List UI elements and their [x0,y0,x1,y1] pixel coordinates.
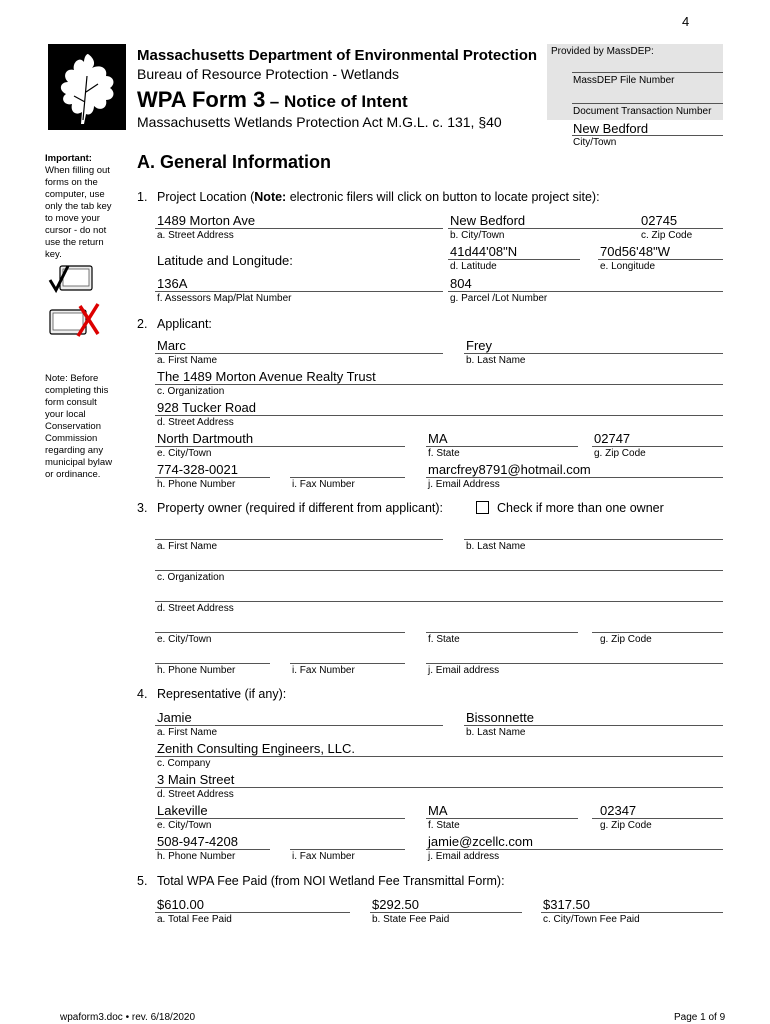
project-zip-value[interactable]: 02745 [641,213,678,228]
field-line [290,477,405,478]
rep-email-label: j. Email address [428,851,500,862]
footer-doc: wpaform3.doc • rev. 6/18/2020 [60,1012,196,1023]
field-line [370,912,522,913]
q3-number: 3. [137,501,148,515]
field-line [464,539,723,540]
important-title: Important: [45,153,92,164]
owner-org-label: c. Organization [157,572,225,583]
applicant-zip-value[interactable]: 02747 [594,431,631,446]
field-line [426,663,723,664]
rep-city-label: e. City/Town [157,820,212,831]
city-fee-label: c. City/Town Fee Paid [543,914,640,925]
page-number: 4 [682,14,690,29]
field-line [290,849,405,850]
rep-state-value[interactable]: MA [428,803,448,818]
transaction-label: Document Transaction Number [573,106,712,117]
field-line [448,291,723,292]
form-title [137,87,408,113]
owner-state-label: f. State [428,634,460,645]
tab-key-check-icon [48,264,96,296]
project-street-value[interactable]: 1489 Morton Ave [157,213,256,228]
applicant-first-value[interactable]: Marc [157,338,186,353]
section-a-title: A. General Information [137,152,332,172]
total-fee-value[interactable]: $610.00 [157,897,204,912]
q1-text-prefix: Project Location ( [157,190,255,204]
field-line [592,446,723,447]
q2-text: Applicant: [157,317,212,331]
rep-street-label: d. Street Address [157,789,234,800]
owner-first-label: a. First Name [157,541,218,552]
file-number-line [572,72,723,73]
applicant-phone-value[interactable]: 774-328-0021 [157,462,238,477]
field-line [426,632,578,633]
rep-zip-label: g. Zip Code [600,820,652,831]
latitude-label: d. Latitude [450,261,497,272]
q5-text: Total WPA Fee Paid (from NOI Wetland Fee Transmittal Form): [157,874,505,888]
field-line [155,725,443,726]
field-line [426,818,578,819]
applicant-zip-label: g. Zip Code [594,448,646,459]
q5-number: 5. [137,874,148,888]
field-line [155,353,443,354]
owner-zip-label: g. Zip Code [600,634,652,645]
applicant-state-label: f. State [428,448,460,459]
field-line [155,415,723,416]
applicant-org-value[interactable]: The 1489 Morton Avenue Realty Trust [157,369,376,384]
important-text: When filling out forms on the computer, use only the tab key to move your cursor - do not use the return key. [45,165,112,260]
applicant-street-value[interactable]: 928 Tucker Road [157,400,257,415]
form-title-sub: – Notice of Intent [269,92,408,111]
city-label: City/Town [573,137,617,148]
form-title-main: WPA Form 3 [137,87,266,112]
transaction-line [572,103,723,104]
owner-street-label: d. Street Address [157,603,234,614]
applicant-state-value[interactable]: MA [428,431,448,446]
rep-city-value[interactable]: Lakeville [157,803,208,818]
city-line [572,135,723,136]
field-line [592,818,723,819]
longitude-label: e. Longitude [600,261,656,272]
owner-last-label: b. Last Name [466,541,526,552]
project-city-label: b. City/Town [450,230,505,241]
rep-zip-value[interactable]: 02347 [600,803,637,818]
rep-company-label: c. Company [157,758,211,769]
applicant-last-value[interactable]: Frey [466,338,492,353]
field-line [592,632,723,633]
state-fee-label: b. State Fee Paid [372,914,450,925]
owner-email-label: j. Email address [428,665,500,676]
field-line [155,601,723,602]
applicant-city-value[interactable]: North Dartmouth [157,431,254,446]
bureau-name: Bureau of Resource Protection - Wetlands [137,66,399,82]
field-line [155,539,443,540]
applicant-first-label: a. First Name [157,355,218,366]
applicant-fax-label: i. Fax Number [292,479,355,490]
rep-email-value[interactable]: jamie@zcellc.com [428,834,533,849]
project-zip-label: c. Zip Code [641,230,693,241]
q2-number: 2. [137,317,148,331]
field-line [464,725,723,726]
oak-leaf-logo [48,44,126,130]
city-value[interactable]: New Bedford [573,121,649,136]
field-line [155,291,443,292]
field-line [448,228,723,229]
latlon-label: Latitude and Longitude: [157,253,293,268]
q1-note: Note: [254,190,287,204]
field-line [598,259,723,260]
q1-text-suffix: electronic filers will click on button to locate project site): [286,190,600,204]
applicant-email-label: j. Email Address [428,479,500,490]
q1-number: 1. [137,190,148,204]
multiple-owner-label: Check if more than one owner [497,501,664,515]
agency-name: Massachusetts Department of Environmental Protection [137,47,538,64]
provided-by-label: Provided by MassDEP: [551,46,654,57]
field-line [541,912,723,913]
field-line [155,384,723,385]
multiple-owner-checkbox[interactable] [476,501,489,514]
project-city-value[interactable]: New Bedford [450,213,526,228]
field-line [155,570,723,571]
field-line [155,446,405,447]
rep-phone-value[interactable]: 508-947-4208 [157,834,238,849]
applicant-street-label: d. Street Address [157,417,234,428]
total-fee-label: a. Total Fee Paid [157,914,232,925]
field-line [464,353,723,354]
rep-last-value[interactable]: Bissonnette [466,710,534,725]
rep-first-label: a. First Name [157,727,218,738]
field-line [426,477,723,478]
owner-fax-label: i. Fax Number [292,665,355,676]
file-number-label: MassDEP File Number [573,75,675,86]
q1-text [157,190,600,204]
field-line [426,446,578,447]
city-fee-value[interactable]: $317.50 [543,897,590,912]
map-value[interactable]: 136A [157,276,188,291]
owner-city-label: e. City/Town [157,634,212,645]
rep-last-label: b. Last Name [466,727,526,738]
footer-page: Page 1 of 9 [674,1012,726,1023]
applicant-email-value[interactable]: marcfrey8791@hotmail.com [428,462,591,477]
owner-phone-label: h. Phone Number [157,665,236,676]
longitude-value[interactable]: 70d56'48"W [600,244,670,259]
rep-fax-label: i. Fax Number [292,851,355,862]
q3-text: Property owner (required if different from applicant): [157,501,444,515]
rep-street-value[interactable]: 3 Main Street [157,772,235,787]
latitude-value[interactable]: 41d44'08"N [450,244,518,259]
applicant-last-label: b. Last Name [466,355,526,366]
field-line [155,818,405,819]
field-line [155,663,270,664]
rep-company-value[interactable]: Zenith Consulting Engineers, LLC. [157,741,356,756]
rep-phone-label: h. Phone Number [157,851,236,862]
field-line [448,259,580,260]
field-line [155,912,350,913]
field-line [155,787,723,788]
field-line [155,632,405,633]
rep-first-value[interactable]: Jamie [157,710,192,725]
field-line [155,477,270,478]
field-line [426,849,723,850]
field-line [290,663,405,664]
applicant-city-label: e. City/Town [157,448,212,459]
project-street-label: a. Street Address [157,230,234,241]
applicant-org-label: c. Organization [157,386,225,397]
rep-state-label: f. State [428,820,460,831]
state-fee-value[interactable]: $292.50 [372,897,419,912]
q4-text: Representative (if any): [157,687,287,701]
map-label: f. Assessors Map/Plat Number [157,293,292,304]
q4-number: 4. [137,687,148,701]
note-text: Note: Before completing this form consult your local Conservation Commission regarding any municipal bylaw or ordinance. [45,373,113,480]
parcel-value[interactable]: 804 [450,276,472,291]
field-line [155,756,723,757]
applicant-phone-label: h. Phone Number [157,479,236,490]
field-line [155,228,443,229]
return-key-x-icon [48,302,104,338]
parcel-label: g. Parcel /Lot Number [450,293,548,304]
act-citation: Massachusetts Wetlands Protection Act M.G.L. c. 131, §40 [137,114,502,130]
field-line [155,849,270,850]
